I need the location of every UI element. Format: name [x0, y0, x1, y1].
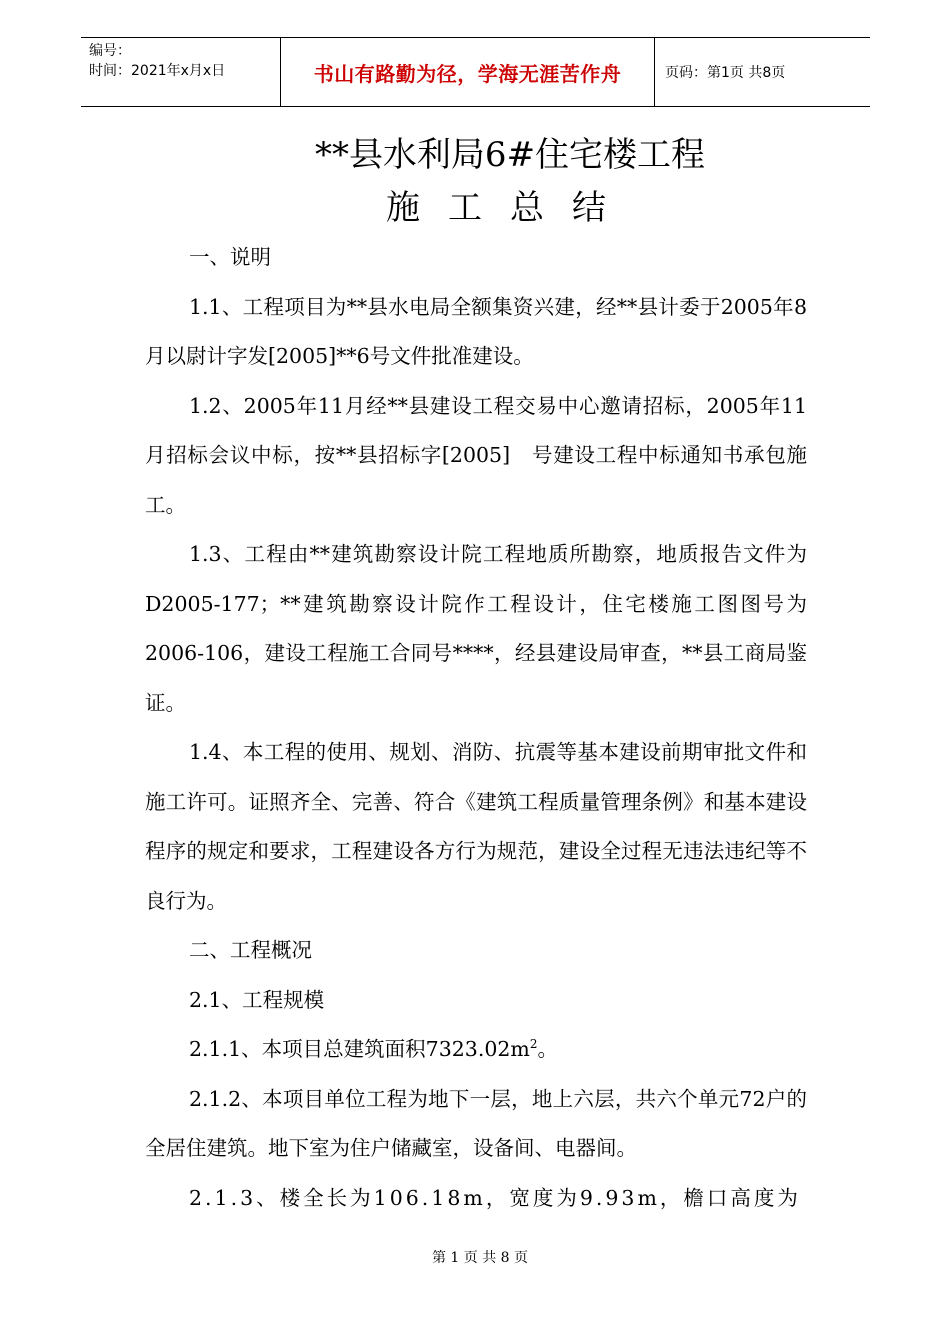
- document-body: [145, 233, 807, 1223]
- page-footer: 第 1 页 共 8 页: [431, 1250, 529, 1266]
- paragraph: 1.2、2005年11月经**县建设工程交易中心邀请招标，2005年11月招标会议中标，按**县招标字[2005] 号建设工程中标通知书承包施工。: [145, 393, 807, 517]
- paragraph: 1.1、工程项目为**县水电局全额集资兴建，经**县计委于2005年8月以尉计字发[2005]**6号文件批准建设。: [145, 294, 807, 368]
- document-subtitle: 施工总结: [386, 188, 634, 228]
- area-suffix: 。: [537, 1037, 559, 1061]
- header-table: [81, 37, 870, 107]
- number-label: 编号：: [89, 43, 131, 59]
- date-label: 时间：2021年x月x日: [89, 63, 226, 79]
- header-meta-cell: [81, 38, 281, 106]
- section-heading: 一、说明: [189, 245, 271, 269]
- paragraph: 2.1.3、楼全长为106.18m，宽度为9.93m，檐口高度为: [189, 1185, 801, 1210]
- header-page-code: 页码：第1页 共8页: [665, 65, 786, 81]
- paragraph: 1.3、工程由**建筑勘察设计院工程地质所勘察，地质报告文件为D2005-177；**建筑勘察设计院作工程设计，住宅楼施工图图号为2006-106，建设工程施工合同号****，经县建设局审查，**县工商局鉴证。: [145, 542, 807, 715]
- document-title: **县水利局6#住宅楼工程: [314, 135, 706, 175]
- area-superscript: 2: [529, 1037, 538, 1052]
- header-motto: 书山有路勤为径，学海无涯苦作舟: [281, 38, 655, 106]
- area-text: 2.1.1、本项目总建筑面积7323.02m: [189, 1037, 530, 1061]
- subsection-heading: 2.1、工程规模: [189, 987, 325, 1012]
- paragraph-area: [145, 1025, 807, 1075]
- section-heading: 二、工程概况: [189, 938, 312, 962]
- paragraph: 1.4、本工程的使用、规划、消防、抗震等基本建设前期审批文件和施工许可。证照齐全、完善、符合《建筑工程质量管理条例》和基本建设程序的规定和要求，工程建设各方行为规范，建设全过程无违法违纪等不良行为。: [145, 740, 807, 913]
- paragraph: 2.1.2、本项目单位工程为地下一层，地上六层，共六个单元72户的全居住建筑。地下室为住户储藏室，设备间、电器间。: [145, 1086, 807, 1160]
